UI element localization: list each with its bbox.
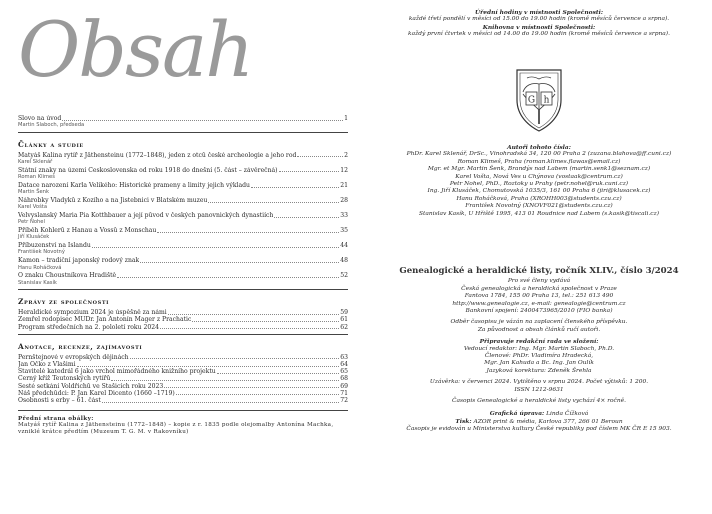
leader-dots	[157, 232, 339, 233]
toc-entry	[18, 383, 348, 390]
toc-entry-row	[18, 383, 348, 390]
toc-page	[18, 0, 348, 514]
author-line: Ing. Jiří Klusáček, Chomutovská 1035/3, 161 00 Praha 6 (jiri@klusacek.cz)	[427, 188, 651, 195]
editorial-line: Vedoucí redaktor: Ing. Mgr. Martin Slaboch, Ph.D.	[463, 345, 615, 352]
toc-entry	[18, 272, 348, 286]
authors-list	[380, 144, 698, 218]
section-heading: Anotace, recenze, zajímavosti	[18, 341, 143, 351]
toc-entry-row	[18, 152, 348, 159]
toc-entry-page: 48	[340, 257, 348, 265]
toc-entry-title: Jan Očko z Vlašimi	[18, 360, 76, 368]
toc-entry	[18, 397, 348, 404]
toc-entry	[18, 368, 348, 375]
office-hours-line: Úřední hodiny v místnosti Společnosti:	[474, 9, 604, 16]
publisher-line: Česká genealogická a heraldická společnost v Praze	[461, 285, 617, 292]
toc-entry-page: 2	[344, 151, 348, 159]
leader-dots	[130, 358, 340, 359]
office-hours-line: každý první čtvrtek v měsíci od 14.00 do 19.00 hodin (kromě měsíců července a srpna).	[408, 31, 670, 38]
notice	[380, 319, 698, 334]
toc-entry-title: Stavitelé katedrál 6 jako vrchol mimořádného knižního projektu	[18, 368, 216, 376]
society-emblem-icon	[509, 64, 569, 134]
toc-entry-page: 68	[340, 375, 348, 383]
toc-entry-author: Martin Slaboch, předseda	[18, 122, 85, 129]
toc-sections	[18, 140, 348, 405]
toc-entry-author: Martin Šenk	[18, 189, 49, 196]
toc-entry	[18, 375, 348, 382]
leader-dots	[62, 120, 343, 121]
divider	[18, 334, 348, 335]
toc-entry-row	[18, 242, 348, 249]
toc-entry	[18, 182, 348, 196]
publisher-line: Bankovní spojení: 2400473965/2010 (FIO banka)	[465, 308, 613, 315]
toc-entry-row	[18, 361, 348, 368]
toc-entry	[18, 316, 348, 323]
toc-entry	[18, 242, 348, 256]
toc-entry-author: Stanislav Kasík	[18, 279, 57, 286]
toc-entry	[18, 354, 348, 361]
toc-entry	[18, 152, 348, 166]
design-credit: Grafická úprava: Linda Čížková	[489, 409, 589, 417]
toc-entry-title: O znaku Choustníkova Hradiště	[18, 272, 117, 280]
toc-entry	[18, 309, 348, 316]
publisher-info	[380, 278, 698, 315]
toc-entry-author: Hanu Roháčková	[18, 264, 62, 271]
page-title: Obsah	[18, 5, 253, 94]
print-credit: Tisk: AZOR print & média, Karlova 377, 266 01 Beroun	[455, 417, 623, 425]
toc-entry-row	[18, 368, 348, 375]
author-line: Mgr. et Mgr. Martin Šenk, Brandýs nad Labem (martin.senk1@seznam.cz)	[427, 166, 651, 173]
date-line: Uzávěrka: v červenci 2024. Vytištěno v srpnu 2024. Počet výtisků: 1 200.	[429, 379, 649, 386]
toc-entry	[18, 167, 348, 181]
toc-entry-row	[18, 167, 348, 174]
editorial-heading: Připravuje redakční rada ve složení:	[479, 338, 599, 346]
author-line: Roman Klimeš, Praha (roman.klimes.flawas@email.cz)	[457, 158, 621, 165]
toc-entry-page: 12	[340, 166, 348, 174]
publisher-line: http://www.genealogie.cz, e-mail: genealogie@centrum.cz	[452, 300, 626, 307]
toc-entry-title: Velvyslanský Maria Pia Kotthbauer a její původ v českých panovnických dynastiích	[18, 212, 274, 220]
toc-entry-page: 21	[340, 181, 348, 189]
toc-entry-title: Příběh Kohlerů z Hanau a Vossů z Monschau	[18, 227, 157, 235]
leader-dots	[117, 277, 339, 278]
toc-entry	[18, 227, 348, 241]
toc-entry-title: Šesté setkání Voldřichů ve Stašicích roku 2023	[18, 382, 164, 390]
leader-dots	[251, 187, 339, 188]
toc-entry	[18, 257, 348, 271]
toc-entry-row	[18, 227, 348, 234]
author-line: Stanislav Kasík, U Hřiště 1995, 413 01 Roudnice nad Labem (s.kasik@tiscali.cz)	[418, 210, 660, 217]
toc-entry-page: 65	[340, 368, 348, 376]
journal-imprint	[380, 268, 698, 434]
svg-text:G: G	[527, 95, 536, 106]
leader-dots	[160, 328, 339, 329]
toc-entry-title: Slovo na úvod	[18, 115, 62, 122]
toc-entry	[18, 212, 348, 226]
office-hours	[380, 9, 698, 39]
author-line: Karel Vošta, Nová Ves u Chýnova (vostaak@centrum.cz)	[455, 173, 623, 180]
toc-entry-page: 71	[340, 389, 348, 397]
toc-entry-page: 35	[340, 227, 348, 235]
toc-entry	[18, 390, 348, 397]
toc-entry-title: Program středečních na 2. pololetí roku 2024	[18, 323, 159, 331]
frequency: Časopis Genealogické a heraldické listy vychází 4× ročně.	[451, 398, 627, 405]
publisher-line: Pro své členy vydává	[507, 278, 571, 285]
toc-entry-title: Zemřel rodopisec MUDr. Jan Antonín Mager z Prachatic	[18, 316, 192, 324]
office-hours-line: každé třetí pondělí v měsíci od 15.00 do 19.00 hodin (kromě měsíců července a srpna).	[408, 16, 670, 23]
editorial-line: Mgr. Jan Kahuda a Bc. Ing. Jan Oulík	[484, 360, 594, 367]
leader-dots	[140, 262, 339, 263]
toc-entry-author: Karel Sklenář	[18, 158, 53, 165]
cover-note-text: Matyáš rytíř Kalina z Jäthensteinu (1772–1848) – kopie z r. 1835 podle olejomalby Antonína Machka, vzniklé krátce předtím (Muzeum T. G. M. v Rakovníku)	[18, 422, 334, 436]
toc-entry	[18, 361, 348, 368]
author-line: Petr Nohel, PhD., Roztoky u Prahy (petr.nohel@ruk.cuni.cz)	[449, 181, 629, 188]
toc-entry-title: Černý kříž Teutonských rytířů	[18, 375, 111, 383]
toc-entry-title: Matyáš Kalina rytíř z Jäthensteinu (1772–1848), jeden z otců české archeologie a jeho rod	[18, 151, 297, 159]
cover-note-heading: Přední strana obálky:	[18, 416, 94, 423]
toc-entry-title: Heraldické sympozium 2024 je úspěšně za námi	[18, 309, 167, 317]
toc-entry-page: 28	[340, 196, 348, 204]
toc-entry-title: Pernštejnové v evropských dějinách	[18, 353, 129, 361]
author-line: PhDr. Karel Sklenář, DrSc., Vinohradská 34, 120 00 Praha 2 (zuzana.blahova@ff.cuni.cz)	[406, 151, 672, 158]
toc-entry	[18, 324, 348, 331]
leader-dots	[279, 171, 340, 172]
toc-entry-title: Příbuzenství na Islandu	[18, 242, 91, 250]
toc-entry-row	[18, 354, 348, 361]
toc-entry-title: Státní znaky na území Československa od roku 1918 do dnešní (5. část – závěrečná)	[18, 166, 278, 174]
toc-entry-row	[18, 197, 348, 204]
author-line: Hanu Roháčková, Praha (XROHH003@students.czu.cz)	[456, 195, 622, 202]
editorial-line: Jazyková korektura: Zdeněk Šrehla	[486, 367, 592, 374]
toc-entry-title: Náš předchůdci: P. Jan Karel Dicento (1660 –1719)	[18, 389, 175, 397]
toc-entry-row	[18, 272, 348, 279]
toc-entry	[18, 197, 348, 211]
toc-entry-row	[18, 397, 348, 404]
toc-entry-row	[18, 212, 348, 219]
toc-entry-page: 63	[340, 353, 348, 361]
leader-dots	[208, 202, 339, 203]
leader-dots	[274, 217, 339, 218]
editorial-board	[380, 346, 698, 376]
toc-entry-page: 64	[340, 360, 348, 368]
section-heading: Zprávy ze společnosti	[18, 297, 110, 307]
leader-dots	[92, 247, 339, 248]
toc-entry-row	[18, 182, 348, 189]
toc-entry-author: Karel Vošta	[18, 204, 48, 211]
toc-entry-author: Petr Nohel	[18, 219, 45, 226]
section-heading: Články a studie	[18, 139, 84, 149]
toc-entry	[18, 115, 348, 129]
toc-entry-title: Osobnosti s erby – 61. část	[18, 396, 101, 404]
publisher-line: Fantova 1784, 155 00 Praha 13, tel.: 251 613 490	[464, 293, 614, 300]
leader-dots	[297, 156, 343, 157]
toc-entry-page: 59	[340, 309, 348, 317]
leader-dots	[102, 402, 339, 403]
toc-entry-page: 33	[340, 212, 348, 220]
toc-entry-author: Jiří Klusáček	[18, 234, 50, 241]
leader-dots	[111, 380, 339, 381]
leader-dots	[176, 394, 340, 395]
divider	[18, 410, 348, 411]
table-of-contents	[18, 115, 348, 436]
toc-entry-page: 62	[340, 323, 348, 331]
toc-entry-page: 44	[340, 242, 348, 250]
toc-entry-page: 69	[340, 382, 348, 390]
toc-entry-title: Náhrobky Vladyků z Kozího a na Jistebnici v Blatském muzeu	[18, 196, 208, 204]
toc-entry-page: 72	[340, 396, 348, 404]
toc-entry-page: 52	[340, 272, 348, 280]
leader-dots	[217, 373, 340, 374]
imprint-page	[380, 0, 698, 514]
toc-entry-row	[18, 375, 348, 382]
toc-entry-page: 1	[344, 115, 348, 122]
author-line: František Novotný (XNOVF021@students.czu.cz)	[465, 203, 613, 210]
leader-dots	[77, 366, 340, 367]
toc-entry-row	[18, 390, 348, 397]
toc-entry-author: Roman Klimeš	[18, 173, 55, 180]
toc-entry-author: František Novotný	[18, 249, 65, 256]
divider	[18, 289, 348, 290]
svg-text:h: h	[543, 95, 550, 106]
journal-title: Genealogické a heraldické listy, ročník XLIV., číslo 3/2024	[399, 266, 679, 276]
office-hours-line: Knihovna v místnosti Společnosti:	[482, 23, 596, 31]
toc-entry-title: Kamon – tradiční japonský rodový znak	[18, 257, 140, 265]
leader-dots	[164, 387, 339, 388]
toc-entry-page: 61	[340, 316, 348, 324]
editorial-line: Členové: PhDr. Vladimíra Hradecká,	[484, 353, 594, 360]
issue-dates	[380, 379, 698, 394]
toc-entry-row	[18, 309, 348, 316]
date-line: ISSN 1212-9631	[514, 386, 564, 393]
authors-heading: Autoři tohoto čísla:	[507, 144, 571, 151]
toc-entry-title: Datace narození Karla Velikého: Historické prameny a limity jejich výkladu	[18, 181, 250, 189]
notice-line: Odběr časopisu je vázán na zaplacení členského příspěvku.	[450, 319, 628, 326]
leader-dots	[192, 321, 339, 322]
notice-line: Za původnost a obsah článků ručí autoři.	[477, 326, 601, 333]
registration: Časopis je evidován u Ministerstva kultury České republiky pod číslem MK ČR E 15 903.	[406, 426, 672, 433]
leader-dots	[168, 314, 340, 315]
toc-entry-row	[18, 324, 348, 331]
divider	[18, 132, 348, 133]
toc-entry-row	[18, 257, 348, 264]
toc-entry-row	[18, 316, 348, 323]
